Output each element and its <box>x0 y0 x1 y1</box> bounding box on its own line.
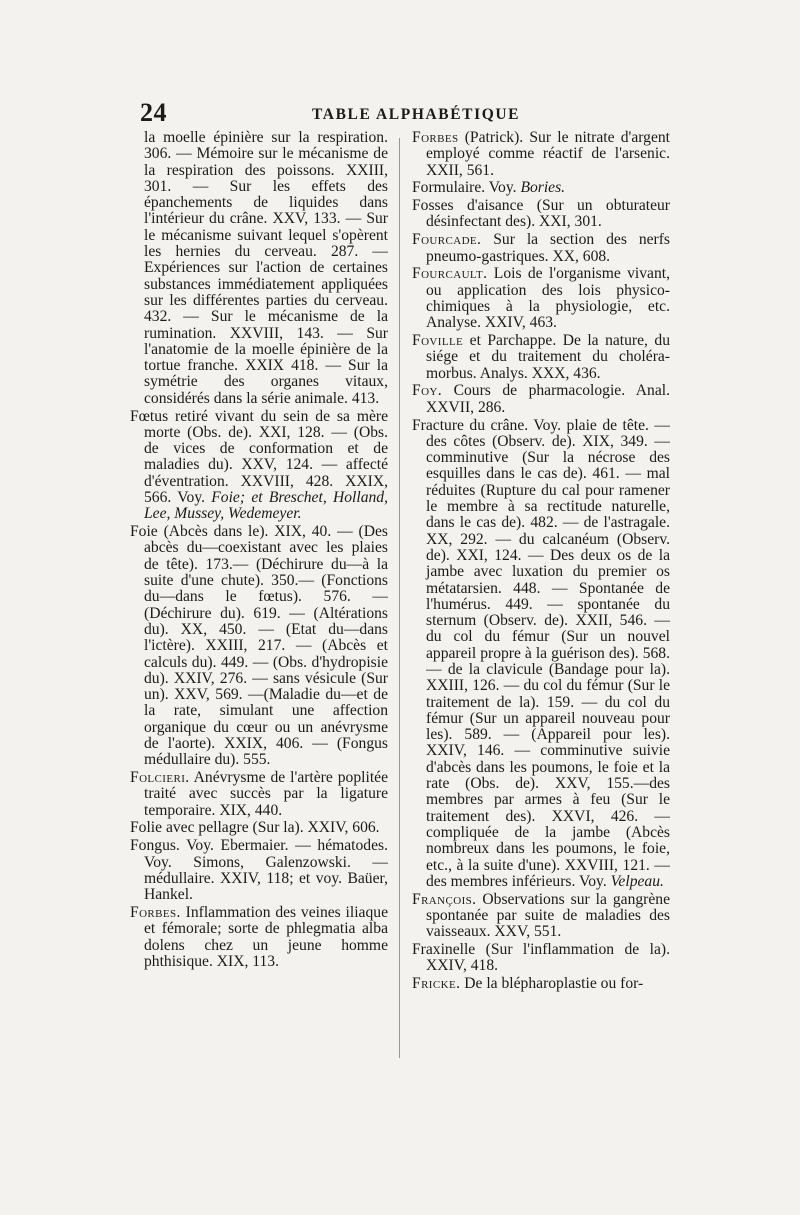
running-title: TABLE ALPHABÉTIQUE <box>312 106 521 123</box>
entry-head: Foy. <box>412 382 443 400</box>
entry-head: Fracture <box>412 416 464 434</box>
entry-text: d'aisance (Sur un obturateur désinfectant des). XXI, 301. <box>426 197 670 231</box>
index-entry <box>412 180 670 196</box>
entry-head: Forbes. <box>130 903 181 921</box>
entry-head: Fosses <box>412 197 454 215</box>
entry-text: (Sur l'inflammation de la). XXIV, 418. <box>426 941 670 975</box>
index-entry <box>412 266 670 331</box>
entry-text: (Patrick). Sur le nitrate d'argent employé comme réactif de l'arsenic. XXII, 561. <box>426 129 670 179</box>
entry-text: Cours de pharmacologie. Anal. XXVII, 286. <box>426 382 670 416</box>
entry-text: retiré vivant du sein de sa mère morte (Obs. de). XXI, 128. — (Obs. de vices de conformation et de maladies du). XXV, 124. — affecté d'éventration. XXVIII, 428. XXIX, 566. Voy. <box>144 407 388 507</box>
entry-head: Fongus. <box>130 837 180 855</box>
entry-head: Folcieri. <box>130 769 190 787</box>
index-entry <box>412 892 670 941</box>
entry-head: Formulaire. <box>412 179 486 197</box>
index-entry <box>130 820 388 836</box>
entry-head: Forbes <box>412 129 459 146</box>
entry-text: Anévrysme de l'artère poplitée traité avec succès par la ligature temporaire. XIX, 440. <box>144 769 388 819</box>
entry-head: Foville <box>412 332 464 350</box>
entry-text: Voy. Ebermaier. — hématodes. Voy. Simons, Galenzowski. — médullaire. XXIV, 118; et voy. Baüer, Hankel. <box>144 837 388 904</box>
entry-head: Foie <box>130 523 158 541</box>
entry-tail: Velpeau. <box>610 872 664 890</box>
entry-text: (Abcès dans le). XIX, 40. — (Des abcès du—coexistant avec les plaies de tête). 173.— (Déchirure du—à la suite d'une chute). 350.— (Fonctions du—dans le fœtus). 576. — (Déchirure du). 619. — (Altérations du). XX, 450. — (Etat du—dans l'ictère). XXIII, 217. — (Abcès et calculs du). 449. — (Obs. d'hydropisie du). XXIV, 276. — sans vésicule (Sur un). XXV, 569. —(Maladie du—et de la rate, simulant une affection organique du cœur ou un anévrysme de l'aorte). XXIX, 406. — (Fongus médullaire du). 555. <box>144 523 388 769</box>
entry-text: et Parchappe. De la nature, du siége et du traitement du choléra-morbus. Analys. XXX, 436. <box>426 332 670 382</box>
index-entry <box>412 418 670 891</box>
index-entry <box>412 232 670 265</box>
left-column <box>130 130 388 972</box>
page-number: 24 <box>140 98 167 127</box>
entry-head: Fourcault. <box>412 265 488 283</box>
entry-text: avec pellagre (Sur la). XXIV, 606. <box>162 819 380 837</box>
entry-text: du crâne. Voy. plaie de tête. — des côtes (Observ. de). XIX, 349. — comminutive (Sur la nécrose des esquilles dans le cas de). 461. — mal réduites (Rupture du cal pour ramener le membre à sa rectitude naturelle, dans le cas de). 482. — de l'astragale. XX, 292. — du calcanéum (Observ. de). XXI, 124. — Des deux os de la jambe avec luxation du premier os métatarsien. 448. — Spontanée de l'humérus. 449. — spontanée du sternum (Observ. de). XXII, 546. — du col du fémur (Sur un nouvel appareil propre à la guérison des). 568. — de la clavicule (Bandage pour la). XXIII, 126. — du col du fémur (Sur le traitement de la). 159. — du col du fémur (Sur un appareil nouveau pour les). 589. — (Appareil pour les). XXIV, 146. — comminutive suivie d'abcès dans les poumons, le foie et la rate (Obs. de). XXV, 155.—des membres par armes à feu (Sur le traitement des). XXVI, 426. — compliquée de la jambe (Abcès nombreux dans les poumons, le foie, etc., à la suite d'une). XXVIII, 121. — des membres inférieurs. Voy. <box>426 416 670 890</box>
entry-text: Sur la section des nerfs pneumo-gastriques. XX, 608. <box>426 231 670 265</box>
index-entry <box>412 942 670 975</box>
entry-head: François. <box>412 890 477 908</box>
entry-head: Folie <box>130 819 163 837</box>
index-entry <box>130 409 388 523</box>
entry-text: Observations sur la gangrène spontanée par suite de maladies des vaisseaux. XXV, 551. <box>426 890 670 941</box>
entry-tail: Foie; et Breschet, Holland, Lee, Mussey, Wedemeyer. <box>144 489 388 523</box>
entry-head: Fœtus <box>130 407 169 425</box>
entry-head: Fourcade. <box>412 231 482 249</box>
index-entry <box>130 130 388 407</box>
entry-text: Inflammation des veines iliaque et fémorale; sorte de phlegmatia alba dolens chez un jeune homme phthisique. XIX, 113. <box>144 903 388 970</box>
entry-text: Lois de l'organisme vivant, ou application des lois physico-chimiques à la physiologie, etc. Analyse. XXIV, 463. <box>426 265 670 332</box>
index-entry <box>412 383 670 416</box>
index-entry <box>412 333 670 382</box>
index-entry <box>130 838 388 903</box>
index-entry <box>130 770 388 819</box>
right-column <box>412 130 670 994</box>
entry-text: De la blépharoplastie ou for- <box>460 975 644 993</box>
entry-tail: Bories. <box>520 179 566 197</box>
entry-head: Fraxinelle <box>412 941 476 959</box>
entry-text: la moelle épinière sur la respiration. 306. — Mémoire sur le mécanisme de la respiration des poissons. XXIII, 301. — Sur les effets des épanchements de liquides dans l'intérieur du crâne. XXV, 133. — Sur le mécanisme suivant lequel s'opèrent les hernies du cerveau. 287. — Expériences sur l'action de certaines substances immédiatement appliquées sur les différentes parties du cerveau. 432. — Sur le mécanisme de la rumination. XXVIII, 143. — Sur l'anatomie de la moelle épinière de la tortue franche. XXIX 418. — Sur la symétrie des organes vitaux, considérés dans la série animale. 413. <box>144 129 388 407</box>
index-entry <box>412 976 670 992</box>
entry-head: Fricke. <box>412 975 461 993</box>
index-entry <box>412 198 670 231</box>
column-divider <box>399 138 400 1058</box>
index-entry <box>412 130 670 179</box>
index-entry <box>130 524 388 768</box>
index-entry <box>130 905 388 970</box>
entry-text: Voy. <box>485 179 521 197</box>
